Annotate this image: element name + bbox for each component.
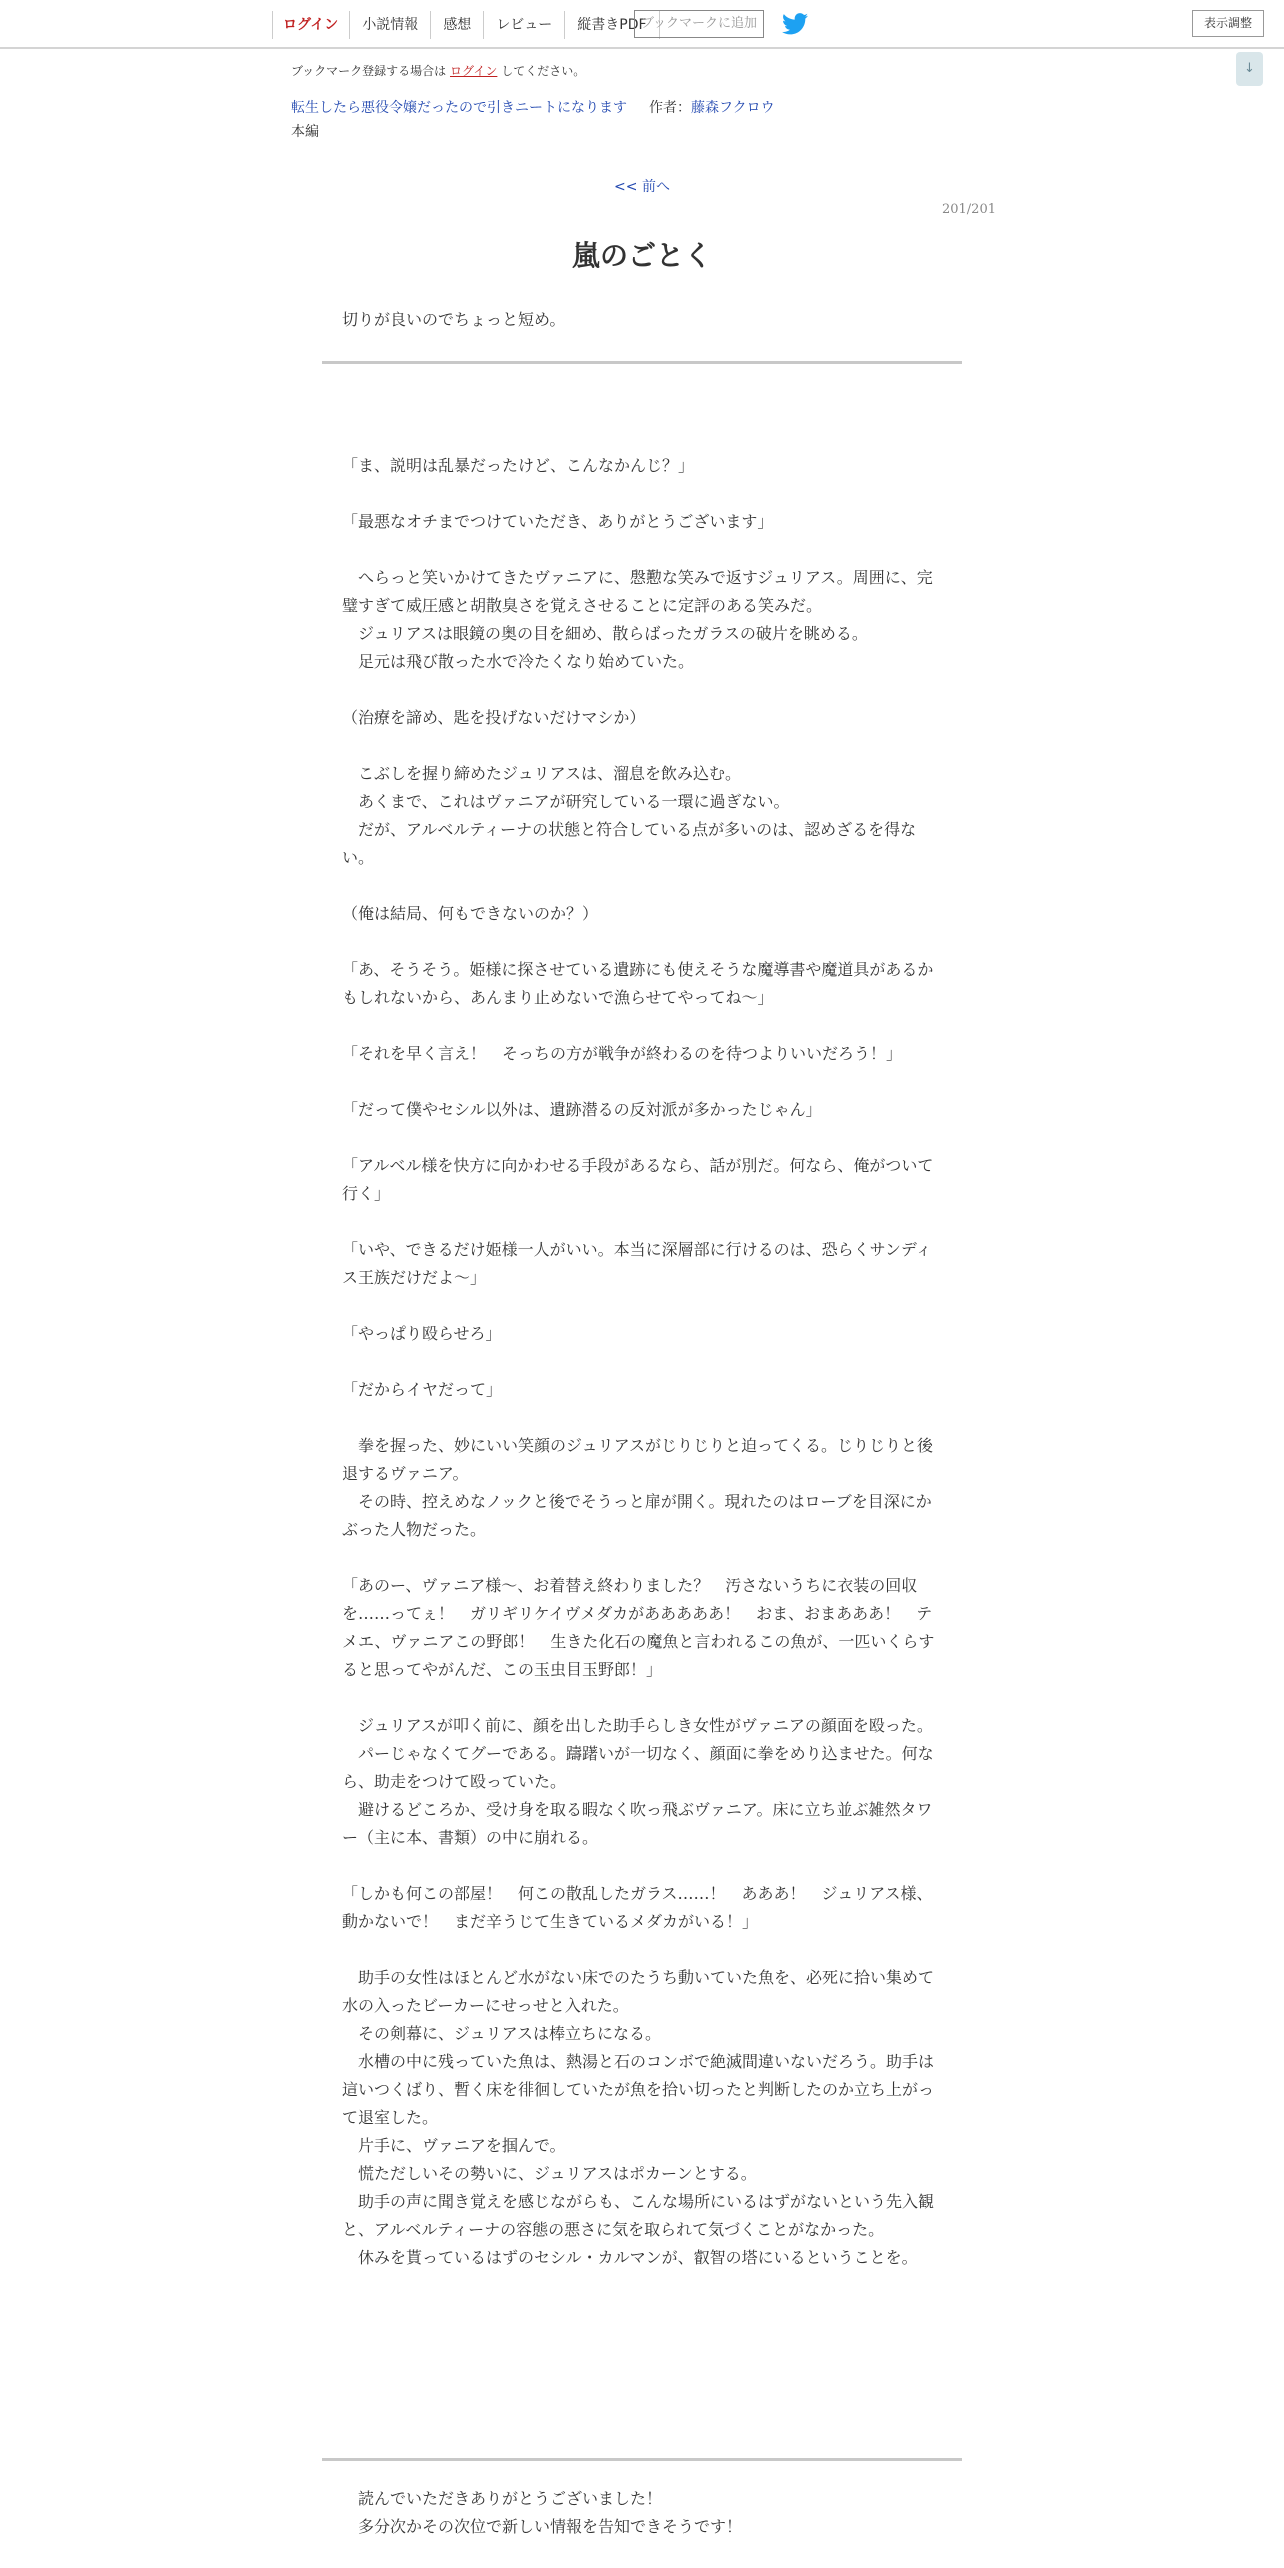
body-paragraph: こぶしを握り締めたジュリアスは、溜息を飲み込む。: [342, 764, 742, 783]
blank-line: [342, 1852, 936, 1880]
blank-line: [342, 1684, 936, 1712]
novel-title-line: [291, 97, 775, 117]
body-paragraph: 助手の女性はほとんど水がない床でのたうち動いていた魚を、必死に拾い集めて水の入ったビーカーにせっせと入れた。: [342, 1968, 935, 2015]
blank-line: [342, 1544, 936, 1572]
blank-line: [342, 1292, 936, 1320]
bookmark-login-note: [291, 62, 585, 79]
body-paragraph: 拳を握った、妙にいい笑顔のジュリアスがじりじりと迫ってくる。じりじりと後退するヴァニア。: [342, 1436, 934, 1483]
body-paragraph: 「あ、そうそう。姫様に探させている遺跡にも使えそうな魔導書や魔道具があるかもしれないから、あんまり止めないで漁らせてやってね～」: [342, 960, 934, 1007]
body-paragraph: 避けるどころか、受け身を取る暇なく吹っ飛ぶヴァニア。床に立ち並ぶ雑然タワー（主に本、書類）の中に崩れる。: [342, 1800, 933, 1847]
add-bookmark-button[interactable]: ブックマークに追加: [634, 10, 764, 38]
blank-line: [342, 1208, 936, 1236]
blank-line: [342, 1124, 936, 1152]
body-paragraph: 水槽の中に残っていた魚は、熱湯と石のコンボで絶滅間違いないだろう。助手は這いつくばり、暫く床を徘徊していたが魚を拾い切ったと判断したのか立ち上がって退室した。: [342, 2052, 935, 2127]
blank-line: [342, 480, 936, 508]
author-link[interactable]: 藤森フクロウ: [691, 100, 775, 116]
body-paragraph: 足元は飛び散った水で冷たくなり始めていた。: [342, 652, 695, 671]
foreword: 切りが良いのでちょっと短め。: [342, 310, 566, 329]
blank-line: [342, 1348, 936, 1376]
body-paragraph: パーじゃなくてグーである。躊躇いが一切なく、顔面に拳をめり込ませた。何なら、助走をつけて殴っていた。: [342, 1744, 934, 1791]
scroll-down-icon[interactable]: ↓: [1236, 52, 1263, 86]
body-paragraph: 「しかも何この部屋！ 何この散乱したガラス……！ あああ！ ジュリアス様、動かないで！ まだ辛うじて生きているメダカがいる！」: [342, 1884, 933, 1931]
body-paragraph: 「あのー、ヴァニア様～、お着替え終わりました？ 汚さないうちに衣装の回収を……ってぇ！ ガリギリケイヴメダカがあああああ！ おま、おまあああ！ テメエ、ヴァニアこの野郎！ 生きた化石の魔魚と言われるこの魚が、一匹いくらすると思ってやがんだ、この玉虫目玉野郎！」: [342, 1576, 935, 1679]
episode-title: 嵐のごとく: [571, 239, 712, 272]
body-paragraph: （治療を諦め、匙を投げないだけマシか）: [342, 708, 646, 727]
body-paragraph: あくまで、これはヴァニアが研究している一環に過ぎない。: [342, 792, 790, 811]
body-paragraph: 「それを早く言え！ そっちの方が戦争が終わるのを待つよりいいだろう！」: [342, 1044, 903, 1063]
nav-novel-info[interactable]: 小説情報: [349, 11, 430, 39]
afterword-divider: [322, 2458, 962, 2461]
body-paragraph: 「だって僕やセシル以外は、遺跡潜るの反対派が多かったじゃん」: [342, 1100, 822, 1119]
episode-body: [342, 452, 936, 2272]
body-paragraph: 慌ただしいその勢いに、ジュリアスはポカーンとする。: [342, 2164, 757, 2183]
blank-line: [342, 1068, 936, 1096]
blank-line: [342, 1936, 936, 1964]
note-text-after: してください。: [497, 64, 586, 78]
author-label: 作者：: [649, 100, 691, 116]
body-paragraph: 「ま、説明は乱暴だったけど、こんなかんじ？」: [342, 456, 695, 475]
blank-line: [342, 1404, 936, 1432]
afterword: [342, 2485, 936, 2541]
chapter-title: 本編: [291, 124, 319, 140]
novel-title-link[interactable]: 転生したら悪役令嬢だったので引きニートになります: [291, 100, 627, 116]
prev-page-link[interactable]: << 前へ: [614, 179, 670, 195]
body-paragraph: 助手の声に聞き覚えを感じながらも、こんな場所にいるはずがないという先入観と、アルベルティーナの容態の悪さに気を取られて気づくことがなかった。: [342, 2192, 935, 2239]
afterword-paragraph: 多分次かその次位で新しい情報を告知できそうです！: [342, 2517, 743, 2536]
foreword-divider: [322, 361, 962, 364]
body-paragraph: 「アルベル様を快方に向かわせる手段があるなら、話が別だ。何なら、俺がついて行く」: [342, 1156, 934, 1203]
body-paragraph: 休みを貰っているはずのセシル・カルマンが、叡智の塔にいるということを。: [342, 2248, 918, 2267]
top-header: [0, 0, 1284, 49]
body-paragraph: ジュリアスが叩く前に、顔を出した助手らしき女性がヴァニアの顔面を殴った。: [342, 1716, 933, 1735]
note-text-before: ブックマーク登録する場合は: [291, 64, 450, 78]
top-nav: [272, 10, 660, 40]
twitter-icon[interactable]: [782, 13, 808, 35]
body-paragraph: 片手に、ヴァニアを掴んで。: [342, 2136, 566, 2155]
blank-line: [342, 676, 936, 704]
body-paragraph: 「だからイヤだって」: [342, 1380, 503, 1399]
page-number: 201/201: [941, 202, 996, 217]
body-paragraph: その剣幕に、ジュリアスは棒立ちになる。: [342, 2024, 662, 2043]
blank-line: [342, 536, 936, 564]
nav-login[interactable]: ログイン: [272, 11, 349, 39]
body-paragraph: その時、控えめなノックと後でそうっと扉が開く。現れたのはローブを目深にかぶった人物だった。: [342, 1492, 932, 1539]
body-paragraph: 「いや、できるだけ姫様一人がいい。本当に深層部に行けるのは、恐らくサンディス王族だけだよ～」: [342, 1240, 932, 1287]
nav-review[interactable]: レビュー: [483, 11, 564, 39]
afterword-paragraph: 読んでいただきありがとうございました！: [342, 2489, 663, 2508]
blank-line: [342, 732, 936, 760]
body-paragraph: だが、アルベルティーナの状態と符合している点が多いのは、認めざるを得ない。: [342, 820, 917, 867]
body-paragraph: 「やっぱり殴らせろ」: [342, 1324, 502, 1343]
blank-line: [342, 872, 936, 900]
blank-line: [342, 1012, 936, 1040]
blank-line: [342, 928, 936, 956]
nav-vertical-pdf[interactable]: 縦書きPDF: [564, 11, 659, 39]
body-paragraph: 「最悪なオチまでつけていただき、ありがとうございます」: [342, 512, 774, 531]
note-login-link[interactable]: ログイン: [449, 64, 498, 78]
body-paragraph: （俺は結局、何もできないのか？）: [342, 904, 599, 923]
body-paragraph: ジュリアスは眼鏡の奥の目を細め、散らばったガラスの破片を眺める。: [342, 624, 868, 643]
body-paragraph: へらっと笑いかけてきたヴァニアに、慇懃な笑みで返すジュリアス。周囲に、完璧すぎて威圧感と胡散臭さを覚えさせることに定評のある笑みだ。: [342, 568, 933, 615]
nav-impressions[interactable]: 感想: [430, 11, 483, 39]
display-settings-button[interactable]: 表示調整: [1192, 10, 1264, 37]
